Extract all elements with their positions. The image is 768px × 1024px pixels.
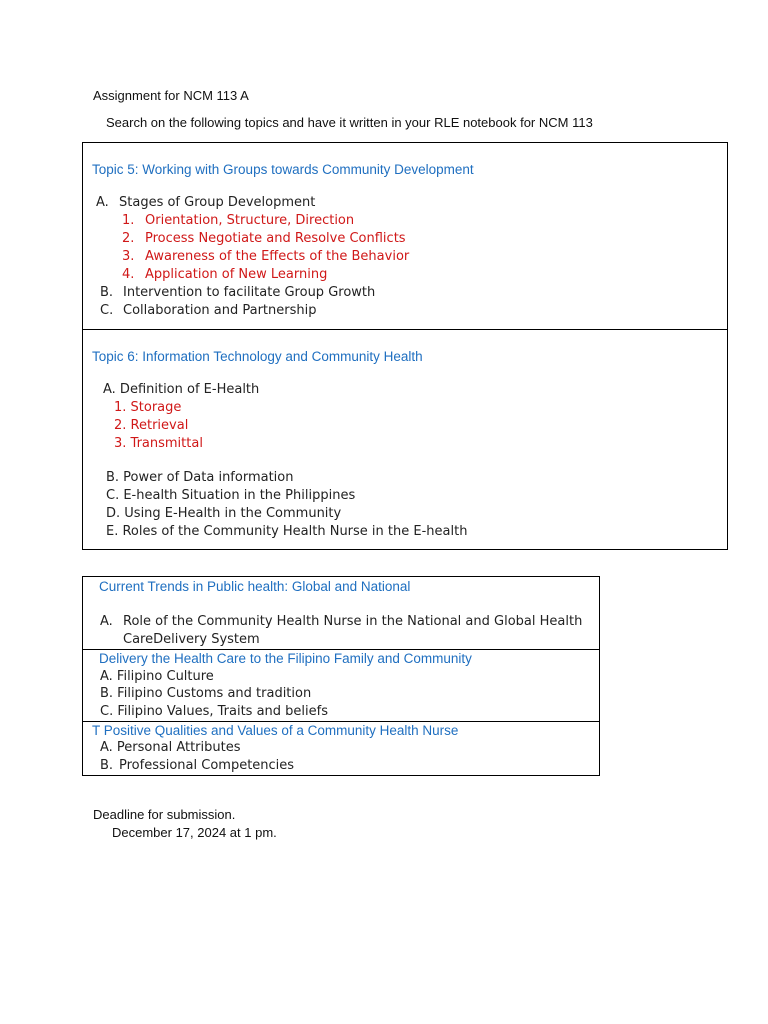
delivery-heading: Delivery the Health Care to the Filipino Family and Community xyxy=(99,651,472,666)
instruction-text: Search on the following topics and have it written in your RLE notebook for NCM 113 xyxy=(106,115,593,130)
list-item: 3. Transmittal xyxy=(114,436,203,451)
trends-section xyxy=(83,577,599,649)
list-item: 1. Orientation, Structure, Direction xyxy=(122,213,355,228)
topic-5-section xyxy=(83,143,727,329)
list-item: A. Personal Attributes xyxy=(100,740,241,755)
list-item: 3. Awareness of the Effects of the Behavior xyxy=(122,249,410,264)
list-item: B. Filipino Customs and tradition xyxy=(100,686,312,701)
topic-6-section xyxy=(83,329,727,549)
topic-5-heading: Topic 5: Working with Groups towards Community Development xyxy=(92,162,474,177)
delivery-section xyxy=(83,649,599,721)
list-item: A. Definition of E-Health xyxy=(103,382,260,397)
topics-table-1 xyxy=(82,142,728,550)
qualities-heading: T Positive Qualities and Values of a Community Health Nurse xyxy=(92,723,459,738)
list-item: B. Professional Competencies xyxy=(100,758,295,773)
document-title: Assignment for NCM 113 A xyxy=(93,88,249,103)
list-item: C. E-health Situation in the Philippines xyxy=(106,488,356,503)
topic-6-heading: Topic 6: Information Technology and Community Health xyxy=(92,349,423,364)
qualities-section xyxy=(83,721,599,775)
list-item: B. Intervention to facilitate Group Growth xyxy=(100,285,376,300)
list-item: 2. Retrieval xyxy=(114,418,189,433)
list-item: B. Power of Data information xyxy=(106,470,294,485)
list-item: A. Role of the Community Health Nurse in the National and Global Health xyxy=(100,614,583,629)
list-item: C. Collaboration and Partnership xyxy=(100,303,317,318)
list-item: A. Filipino Culture xyxy=(100,669,214,684)
trends-heading: Current Trends in Public health: Global and National xyxy=(99,579,411,594)
list-item: A. Stages of Group Development xyxy=(96,195,316,210)
list-item: D. Using E-Health in the Community xyxy=(106,506,342,521)
list-item: E. Roles of the Community Health Nurse in the E-health xyxy=(106,524,468,539)
deadline-label: Deadline for submission. xyxy=(93,807,236,822)
list-item: 2. Process Negotiate and Resolve Conflicts xyxy=(122,231,406,246)
list-item: 1. Storage xyxy=(114,400,182,415)
deadline-date: December 17, 2024 at 1 pm. xyxy=(112,825,277,840)
list-item-continuation: CareDelivery System xyxy=(123,632,260,647)
list-item: C. Filipino Values, Traits and beliefs xyxy=(100,704,329,719)
topics-table-2 xyxy=(82,576,600,776)
list-item: 4. Application of New Learning xyxy=(122,267,328,282)
